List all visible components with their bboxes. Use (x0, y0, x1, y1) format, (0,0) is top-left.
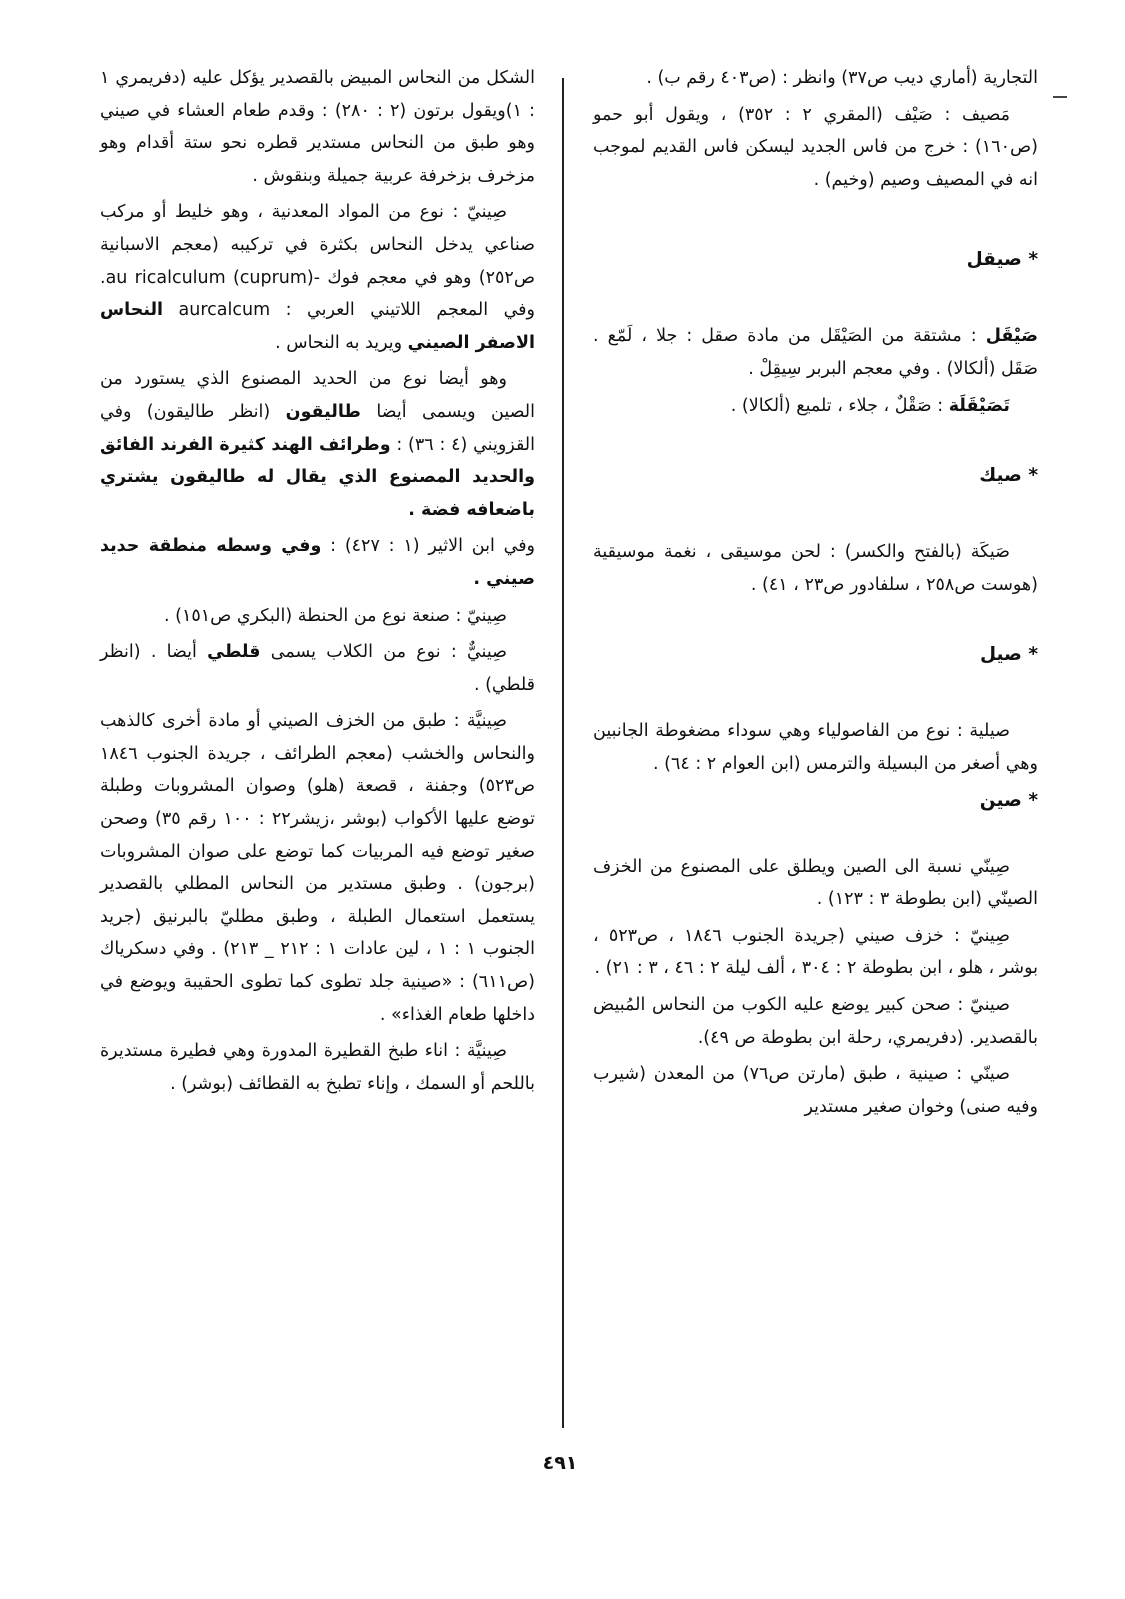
right-column (593, 62, 1038, 1127)
entry-definition: أيضا . (انظر قلطي) . (100, 642, 535, 695)
root-heading-sayqal: * صيقل (966, 249, 1038, 271)
entry-definition: وفي ابن الاثير (١ : ٤٢٧) : (321, 536, 536, 557)
left-column (100, 62, 535, 1104)
root-heading-sayk: * صيك (979, 465, 1038, 487)
bold-quote: وفي وسطه منطقة حديد صيني . (100, 536, 535, 589)
bold-phrase: قلطي (207, 642, 261, 663)
entry-ibn-athir (100, 530, 535, 595)
entry-siniya-1: صِينيَّة : طبق من الخزف الصيني أو مادة أخرى كالذهب والنحاس والخشب (معجم الطرائف ، جريدة الجنوب ١٨٤٦ ص٥٢٣) وجفنة ، قصعة (هلو) وصوان المشروبات وطبلة توضع عليها الأكواب (بوشر ،زيشر٢٢ : ١٠٠ رقم ٣٥) وصحن صغير توضع فيه المربيات كما توضع على صوان المشروبات (برجون) . وطبق مستدير من النحاس المطلي بالقصدير يستعمل استعمال الطبلة ، وطبق مطليّ بالبرنيق (جريد الجنوب ١ : ١ ، لين عادات ١ : ٢١٢ _ ٢١٣) . وفي دسكرياك (ص٦١١) : «صينية جلد تطوى كما تطوى الحقيبة ويوضع في داخلها طعام الغذاء» . (100, 711, 535, 1025)
entry-tasayqala (593, 390, 1038, 423)
entry-term: صَيْقَل (985, 326, 1038, 347)
entry-sayliya: صيلية : نوع من الفاصولياء وهي سوداء مضغوطة الجانبين وهي أصغر من البسيلة والترمس (ابن العوام ٢ : ٦٤) . (593, 721, 1038, 774)
page-number: ٤٩١ (542, 1452, 578, 1474)
entry-definition: : صَقْلٌ ، جلاء ، تلميع (ألكالا) . (730, 395, 949, 416)
bold-phrase: النحاس الاصفر الصيني (100, 300, 535, 353)
entry-sini-dog (100, 636, 535, 701)
entry-siniya-2: صِينيَّة : اناء طبخ القطيرة المدورة وهي فطيرة مستديرة باللحم أو السمك ، وإناء تطبخ به القطائف (بوشر) . (100, 1041, 535, 1094)
root-heading-sayl: * صيل (979, 644, 1038, 666)
entry-sini-2: صِينيّ : خزف صيني (جريدة الجنوب ١٨٤٦ ، ص٥٢٣ ، بوشر ، هلو ، ابن بطوطة ٢ : ٣٠٤ ، ألف ليلة ٢ : ٤٦ ، ٣ : ٢١) . (593, 925, 1038, 979)
entry-text: التجارية (أماري ديب ص٣٧) وانظر : (ص٤٠٣ رقم ب) . (646, 68, 1038, 88)
entry-definition: ويريد به النحاس . (275, 332, 408, 353)
entry-masif: مَصيف : صَيْف (المقري ٢ : ٣٥٢) ، ويقول أبو حمو (ص١٦٠) : خرج من فاس الجديد ليسكن فاس القديم لموجب انه في المصيف وصيم (وخيم) . (593, 104, 1038, 190)
entry-definition: (انظر طاليقون) وفي القزويني (٤ : ٣٦) : (100, 401, 535, 455)
entry-definition: : مشتقة من الصَيْقَل من مادة صقل : جلا ، لَمّع . صَقَل (ألكالا) . وفي معجم البربر سِيقِلْ . (593, 326, 1038, 379)
entry-sini-4: صينّي : صينية ، طبق (مارتن ص٧٦) من المعدن (شيرب وفيه صنى) وخوان صغير مستدير (593, 1064, 1038, 1117)
bold-quote: وطرائف الهند كثيرة الفرند الفائق والحديد المصنوع الذي يقال له طاليقون يشتري باضعافه فضة . (100, 434, 535, 520)
entry-sini-iron (100, 363, 535, 526)
entry-definition: وهو أيضا نوع من الحديد المصنوع الذي يستورد من الصين ويسمى أيضا (100, 369, 535, 422)
entry-sayka: صَيكَة (بالفتح والكسر) : لحن موسيقى ، نغمة موسيقية (هوست ص٢٥٨ ، سلفادور ص٢٣ ، ٤١) . (593, 542, 1038, 595)
entry-sayqal (593, 320, 1038, 385)
entry-sini-3: صينيّ : صحن كبير يوضع عليه الكوب من النحاس المُبيض بالقصدير. (دفريمري، رحلة ابن بطوطة ص ٤٩). (593, 994, 1038, 1048)
entry-text: الشكل من النحاس المبيض بالقصدير يؤكل عليه (دفريمري ١ : ١)ويقول برتون (٢ : ٢٨٠) : وقدم طعام العشاء في صيني وهو طبق من النحاس مستدير قطره نحو ستة أقدام وهو مزخرف بزخرفة عربية جميلة وبنقوش . (100, 68, 535, 186)
entry-definition: صِينيّ : نوع من المواد المعدنية ، وهو خليط أو مركب صناعي يدخل النحاس بكثرة في تركيبه (معجم الاسبانية ص٢٥٢) وهو في معجم فوك -au ricalculum (cuprum). وفي المعجم اللاتيني العربي : aurcalcum (100, 202, 535, 321)
entry-sini-1: صِينّي نسبة الى الصين ويطلق على المصنوع من الخزف الصينّي (ابن بطوطة ٣ : ١٢٣) . (593, 856, 1038, 910)
root-heading-sin: * صين (979, 789, 1038, 811)
bold-phrase: طاليقون (285, 401, 361, 422)
entry-sini-wheat: صِينيّ : صنعة نوع من الحنطة (البكري ص١٥١) . (164, 605, 507, 626)
entry-term: تَصَيْقَلَة (948, 395, 1010, 416)
column-divider (562, 78, 564, 1428)
entry-sini-metal (100, 196, 535, 359)
margin-mark (1053, 96, 1067, 98)
entry-definition: صِينيٌّ : نوع من الكلاب يسمى (260, 642, 507, 663)
